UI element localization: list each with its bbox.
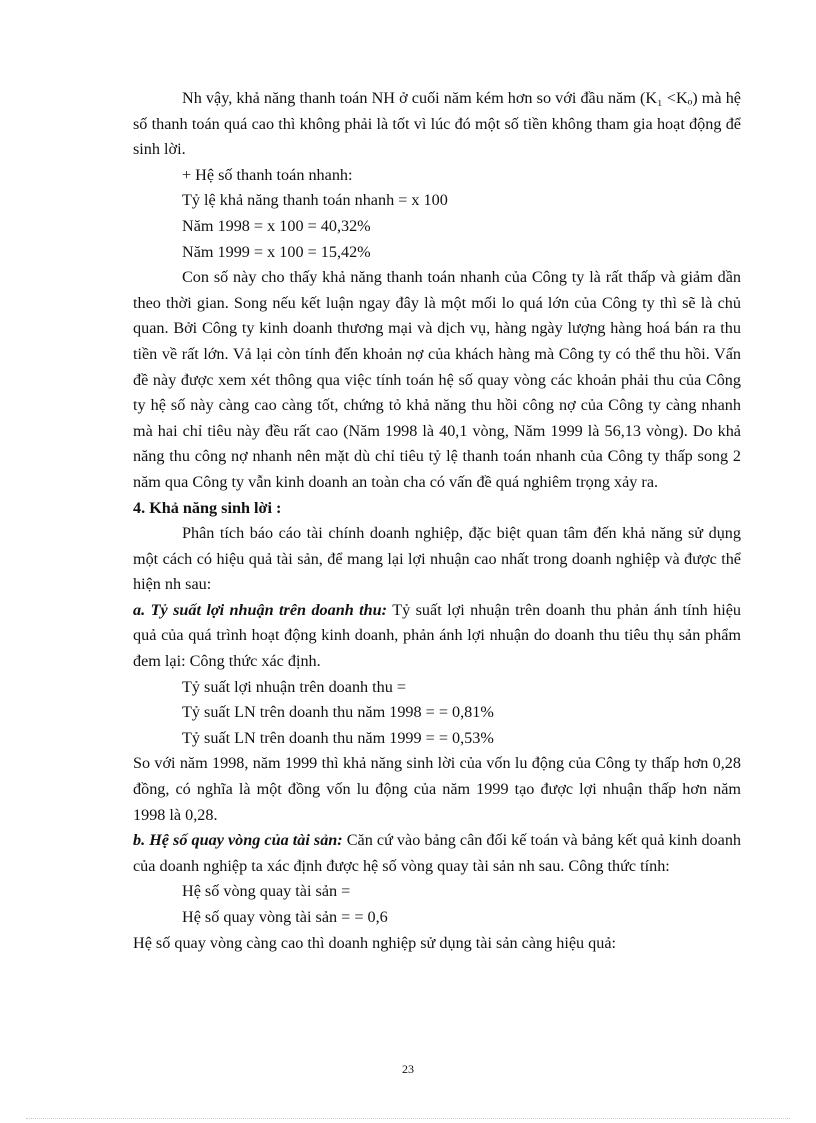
- profit-margin-1999: Tỷ suất LN trên doanh thu năm 1999 = = 0,53%: [182, 728, 494, 747]
- quick-ratio-formula: Tỷ lệ khả năng thanh toán nhanh = x 100: [182, 191, 448, 210]
- quick-ratio-1999: Năm 1999 = x 100 = 15,42%: [182, 242, 371, 261]
- paragraph-profit-margin: [133, 598, 741, 675]
- document-body: [133, 86, 741, 956]
- quick-ratio-1998: Năm 1998 = x 100 = 40,32%: [182, 216, 371, 235]
- page-bottom-divider: [26, 1118, 790, 1119]
- asset-turnover-text: Căn cứ vào bảng cân đối kế toán và bảng kết quả kinh doanh của doanh nghiệp ta xác định được hệ số vòng quay tài sản nh sau. Công thức tính:: [133, 831, 742, 875]
- paragraph-profitability-intro: Phân tích báo cáo tài chính doanh nghiệp, đặc biệt quan tâm đến khả năng sử dụng một cách có hiệu quả tài sản, để mang lại lợi nhuận cao nhất trong doanh nghiệp và được thể hiện nh sau:: [133, 524, 741, 594]
- section-heading-profitability: 4. Khả năng sinh lời :: [133, 498, 282, 517]
- subheading-asset-turnover: b. Hệ số quay vòng của tài sản:: [133, 831, 343, 850]
- paragraph-asset-turnover-conclusion: Hệ số quay vòng càng cao thì doanh nghiệp sử dụng tài sản càng hiệu quả:: [133, 933, 617, 952]
- asset-turnover-value: Hệ số quay vòng tài sản = = 0,6: [182, 908, 388, 926]
- profit-margin-1998: Tỷ suất LN trên doanh thu năm 1998 = = 0,81%: [182, 703, 494, 722]
- paragraph-profit-comparison: So với năm 1998, năm 1999 thì khả năng sinh lời của vốn lu động của Công ty thấp hơn 0,28 đồng, có nghĩa là một đồng vốn lu động của năm 1999 tạo được lợi nhuận thấp hơn năm 1998 là 0,28.: [133, 754, 741, 824]
- paragraph-asset-turnover: [133, 828, 741, 879]
- page-number: 23: [402, 1062, 414, 1076]
- paragraph-payment-ability: Nh vậy, khả năng thanh toán NH ở cuối năm kém hơn so với đầu năm (K₁ <Kₒ) mà hệ số thanh toán quá cao thì không phải là tốt vì lúc đó một số tiền không tham gia hoạt động để sinh lời.: [133, 89, 741, 159]
- subheading-profit-margin: a. Tỷ suất lợi nhuận trên doanh thu:: [133, 600, 388, 619]
- profit-margin-formula: Tỷ suất lợi nhuận trên doanh thu =: [182, 677, 407, 696]
- paragraph-quick-ratio-analysis: Con số này cho thấy khả năng thanh toán nhanh của Công ty là rất thấp và giảm dần theo thời gian. Song nếu kết luận ngay đây là một mối lo quá lớn của Công ty thì sẽ là chủ quan. Bởi Công ty kinh doanh thương mại và dịch vụ, hàng ngày lượng hàng hoá bán ra thu tiền về rất lớn. Vả lại còn tính đến khoản nợ của khách hàng mà Công ty có thể thu hồi. Vấn đề này được xem xét thông qua việc tính toán hệ số quay vòng các khoản phải thu của Công ty hệ số này càng cao càng tốt, chứng tỏ khả năng thu hồi công nợ của Công ty càng nhanh mà hai chỉ tiêu này đều rất cao (Năm 1998 là 40,1 vòng, Năm 1999 là 56,13 vòng). Do khả năng thu công nợ nhanh nên mặt dù chỉ tiêu tỷ lệ thanh toán nhanh của Công ty thấp song 2 năm qua Công ty vẫn kinh doanh an toàn cha có vấn đề quá nghiêm trọng xảy ra.: [133, 268, 741, 491]
- asset-turnover-formula: Hệ số vòng quay tài sản =: [182, 882, 351, 901]
- profit-margin-text: Tỷ suất lợi nhuận trên doanh thu phản ánh tính hiệu quả của quá trình hoạt động kinh doanh, phản ánh lợi nhuận do doanh thu tiêu thụ sản phẩm đem lại: Công thức xác định.: [133, 600, 741, 671]
- quick-ratio-heading: + Hệ số thanh toán nhanh:: [182, 165, 353, 184]
